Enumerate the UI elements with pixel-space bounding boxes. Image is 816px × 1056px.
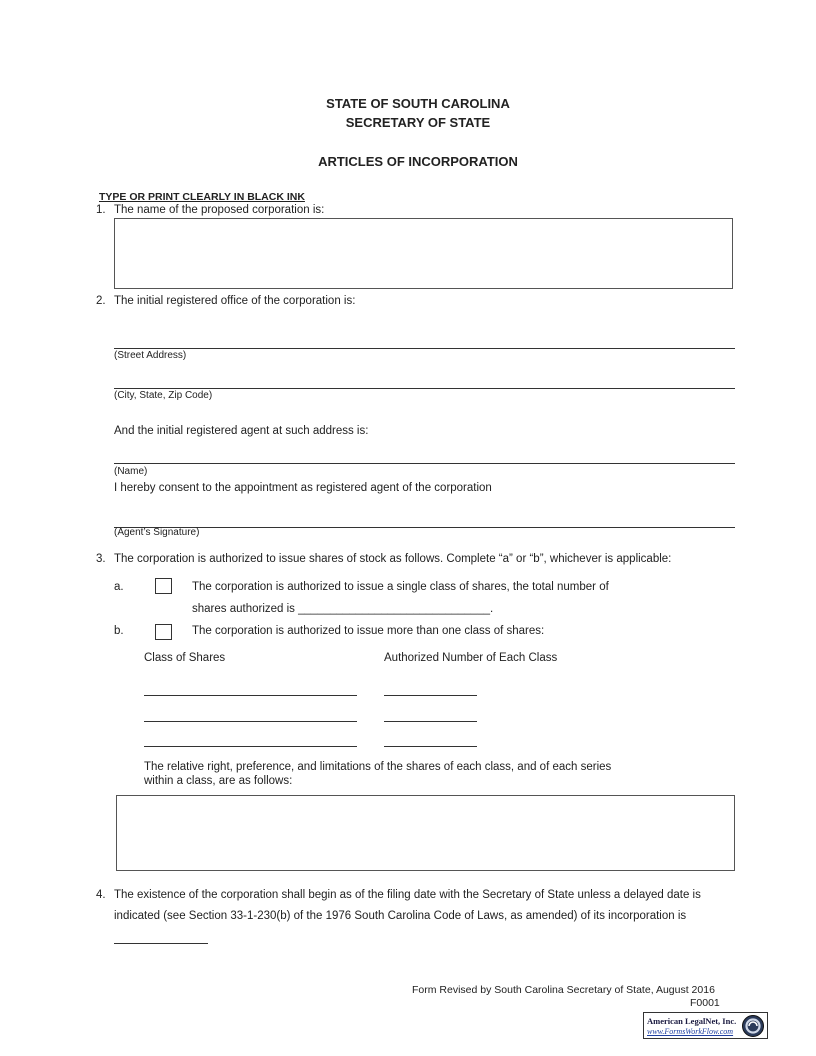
section-3-text: The corporation is authorized to issue shares of stock as follows. Complete “a” or “b”, whichever is applicable:	[114, 553, 672, 565]
office-heading: SECRETARY OF STATE	[345, 115, 491, 130]
agent-signature-field[interactable]	[114, 527, 735, 528]
option-a-text: The corporation is authorized to issue a single class of shares, the total number of	[192, 581, 609, 593]
rights-text-line-1: The relative right, preference, and limitations of the shares of each class, and of each series	[144, 761, 612, 773]
form-title: ARTICLES OF INCORPORATION	[318, 154, 518, 169]
class-of-shares-field-1[interactable]	[144, 695, 357, 696]
option-b-checkbox[interactable]	[155, 624, 172, 640]
section-4-text-line-1: The existence of the corporation shall begin as of the filing date with the Secretary of State unless a delayed date is	[114, 889, 701, 901]
publisher-name: American LegalNet, Inc.	[647, 1016, 737, 1026]
section-1-text: The name of the proposed corporation is:	[114, 204, 325, 216]
option-a-checkbox[interactable]	[155, 578, 172, 594]
section-2-number: 2.	[96, 295, 106, 307]
globe-icon	[741, 1014, 765, 1038]
form-revision-note: Form Revised by South Carolina Secretary of State, August 2016	[412, 984, 715, 996]
registered-agent-text: And the initial registered agent at such address is:	[114, 425, 369, 437]
option-a-label: a.	[114, 581, 124, 593]
corporation-name-field[interactable]	[114, 218, 733, 289]
delayed-date-field[interactable]	[114, 943, 208, 944]
publisher-logo	[643, 1012, 768, 1039]
class-of-shares-field-2[interactable]	[144, 721, 357, 722]
authorized-number-field-2[interactable]	[384, 721, 477, 722]
rights-text-line-2: within a class, are as follows:	[144, 775, 293, 787]
section-4-text-line-2: indicated (see Section 33-1-230(b) of the 1976 South Carolina Code of Laws, as amended) of its incorporation is	[114, 910, 687, 922]
state-heading: STATE OF SOUTH CAROLINA	[326, 96, 510, 111]
section-2-text: The initial registered office of the corporation is:	[114, 295, 356, 307]
class-of-shares-header: Class of Shares	[144, 652, 226, 664]
street-address-field[interactable]	[114, 348, 735, 349]
option-a-shares-text: shares authorized is ______________________________.	[192, 603, 494, 615]
agent-name-label: (Name)	[114, 466, 148, 477]
instruction-text: TYPE OR PRINT CLEARLY IN BLACK INK	[99, 191, 305, 203]
section-4-number: 4.	[96, 889, 106, 901]
publisher-url: www.FormsWorkFlow.com	[647, 1027, 734, 1036]
authorized-number-field-3[interactable]	[384, 746, 477, 747]
form-id: F0001	[690, 997, 720, 1009]
authorized-number-header: Authorized Number of Each Class	[384, 652, 558, 664]
consent-text: I hereby consent to the appointment as registered agent of the corporation	[114, 482, 492, 494]
authorized-number-field-1[interactable]	[384, 695, 477, 696]
section-1-number: 1.	[96, 204, 106, 216]
option-b-text: The corporation is authorized to issue more than one class of shares:	[192, 625, 545, 637]
street-address-label: (Street Address)	[114, 350, 187, 361]
rights-preferences-field[interactable]	[116, 795, 735, 871]
class-of-shares-field-3[interactable]	[144, 746, 357, 747]
city-state-zip-field[interactable]	[114, 388, 735, 389]
option-b-label: b.	[114, 625, 124, 637]
agent-signature-label: (Agent’s Signature)	[114, 527, 200, 538]
section-3-number: 3.	[96, 553, 106, 565]
agent-name-field[interactable]	[114, 463, 735, 464]
city-state-zip-label: (City, State, Zip Code)	[114, 390, 213, 401]
